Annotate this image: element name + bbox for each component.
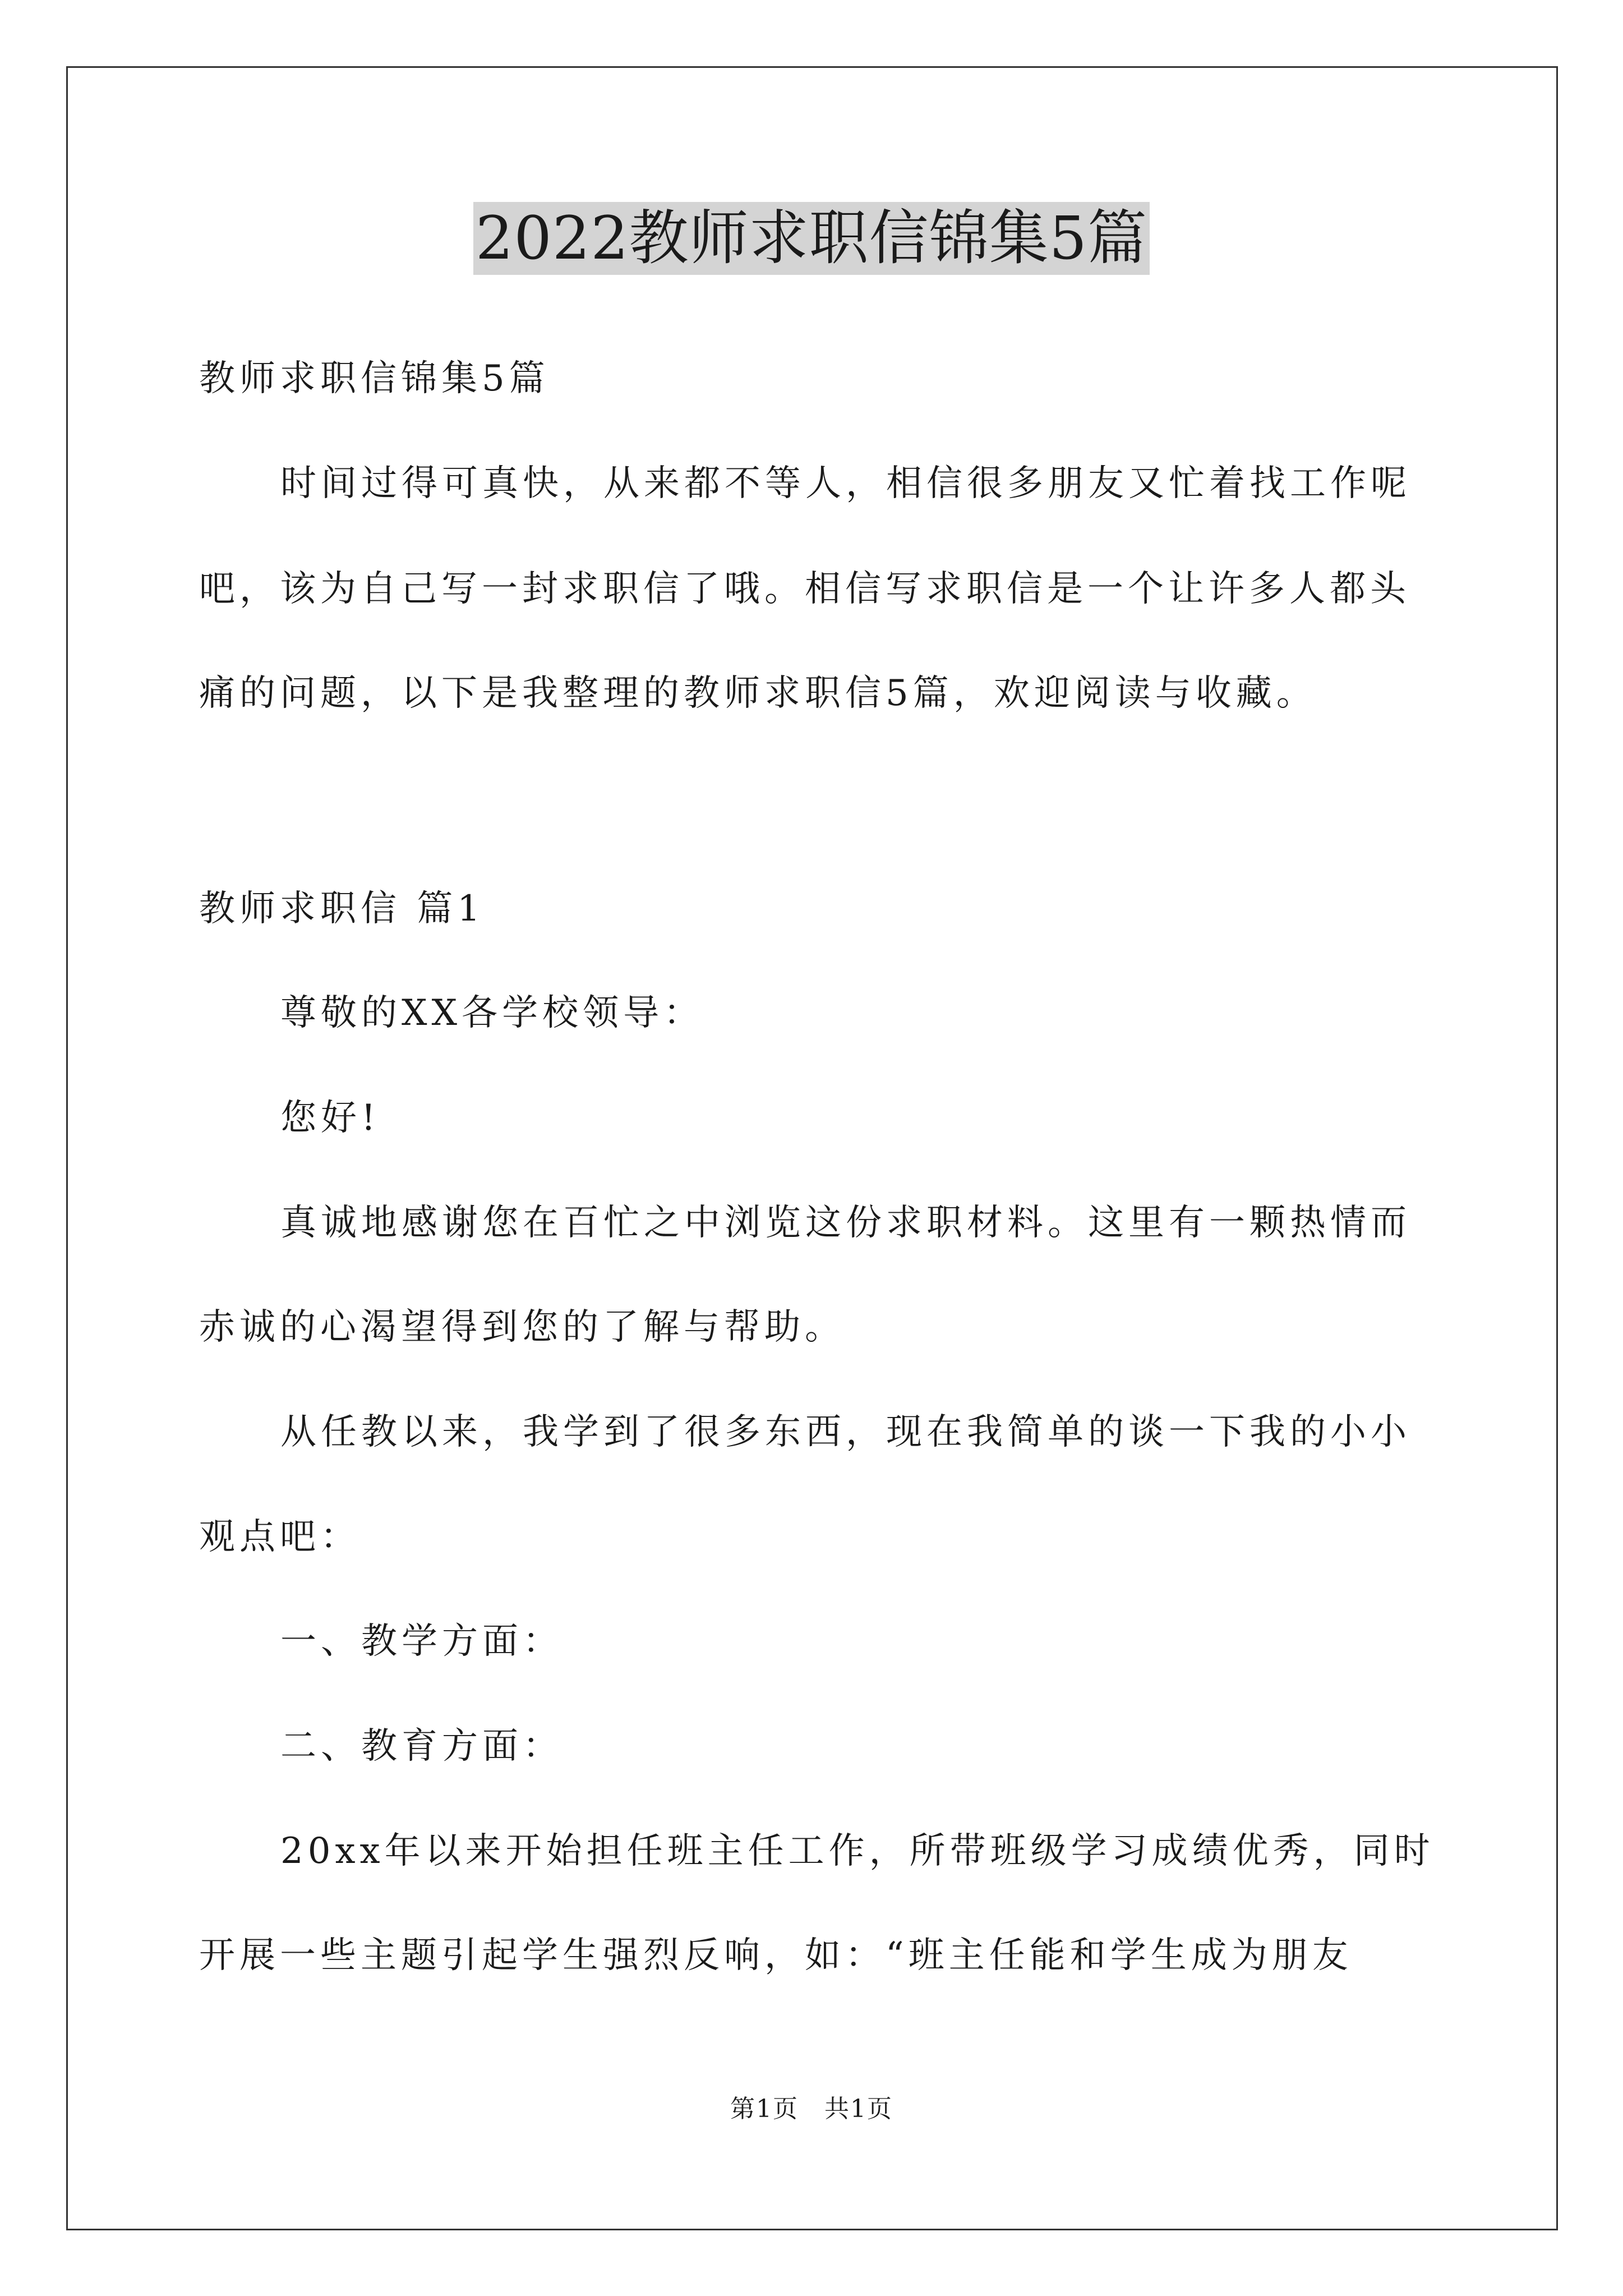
- intro-line-1: 时间过得可真快，从来都不等人，相信很多朋友又忙着找工作呢: [280, 463, 1411, 504]
- intro-line-2: 吧，该为自己写一封求职信了哦。相信写求职信是一个让许多人都头: [199, 568, 1410, 610]
- document-title: 2022教师求职信锦集5篇: [473, 202, 1150, 275]
- body-line-6: 开展一些主题引起学生强烈反响，如：“班主任能和学生成为朋友: [199, 1935, 1353, 1976]
- salutation: 尊敬的XX各学校领导：: [280, 992, 704, 1034]
- intro-line-3: 痛的问题，以下是我整理的教师求职信5篇，欢迎阅读与收藏。: [199, 673, 1317, 714]
- list-item-education: 二、教育方面：: [280, 1726, 563, 1767]
- subtitle-line: 教师求职信锦集5篇: [199, 358, 550, 399]
- body-line-3: 从任教以来，我学到了很多东西，现在我简单的谈一下我的小小: [280, 1411, 1411, 1453]
- page-footer: 第1页 共1页: [730, 2095, 893, 2123]
- body-line-4: 观点吧：: [199, 1516, 361, 1558]
- title-container: [0, 202, 1623, 275]
- list-item-teaching: 一、教学方面：: [280, 1621, 563, 1662]
- section-heading: 教师求职信 篇1: [199, 888, 485, 930]
- body-line-5: 20xx年以来开始担任班主任工作，所带班级学习成绩优秀，同时: [280, 1830, 1435, 1872]
- greeting: 您好!: [280, 1097, 380, 1139]
- body-line-1: 真诚地感谢您在百忙之中浏览这份求职材料。这里有一颗热情而: [280, 1202, 1411, 1244]
- body-line-2: 赤诚的心渴望得到您的了解与帮助。: [199, 1306, 845, 1348]
